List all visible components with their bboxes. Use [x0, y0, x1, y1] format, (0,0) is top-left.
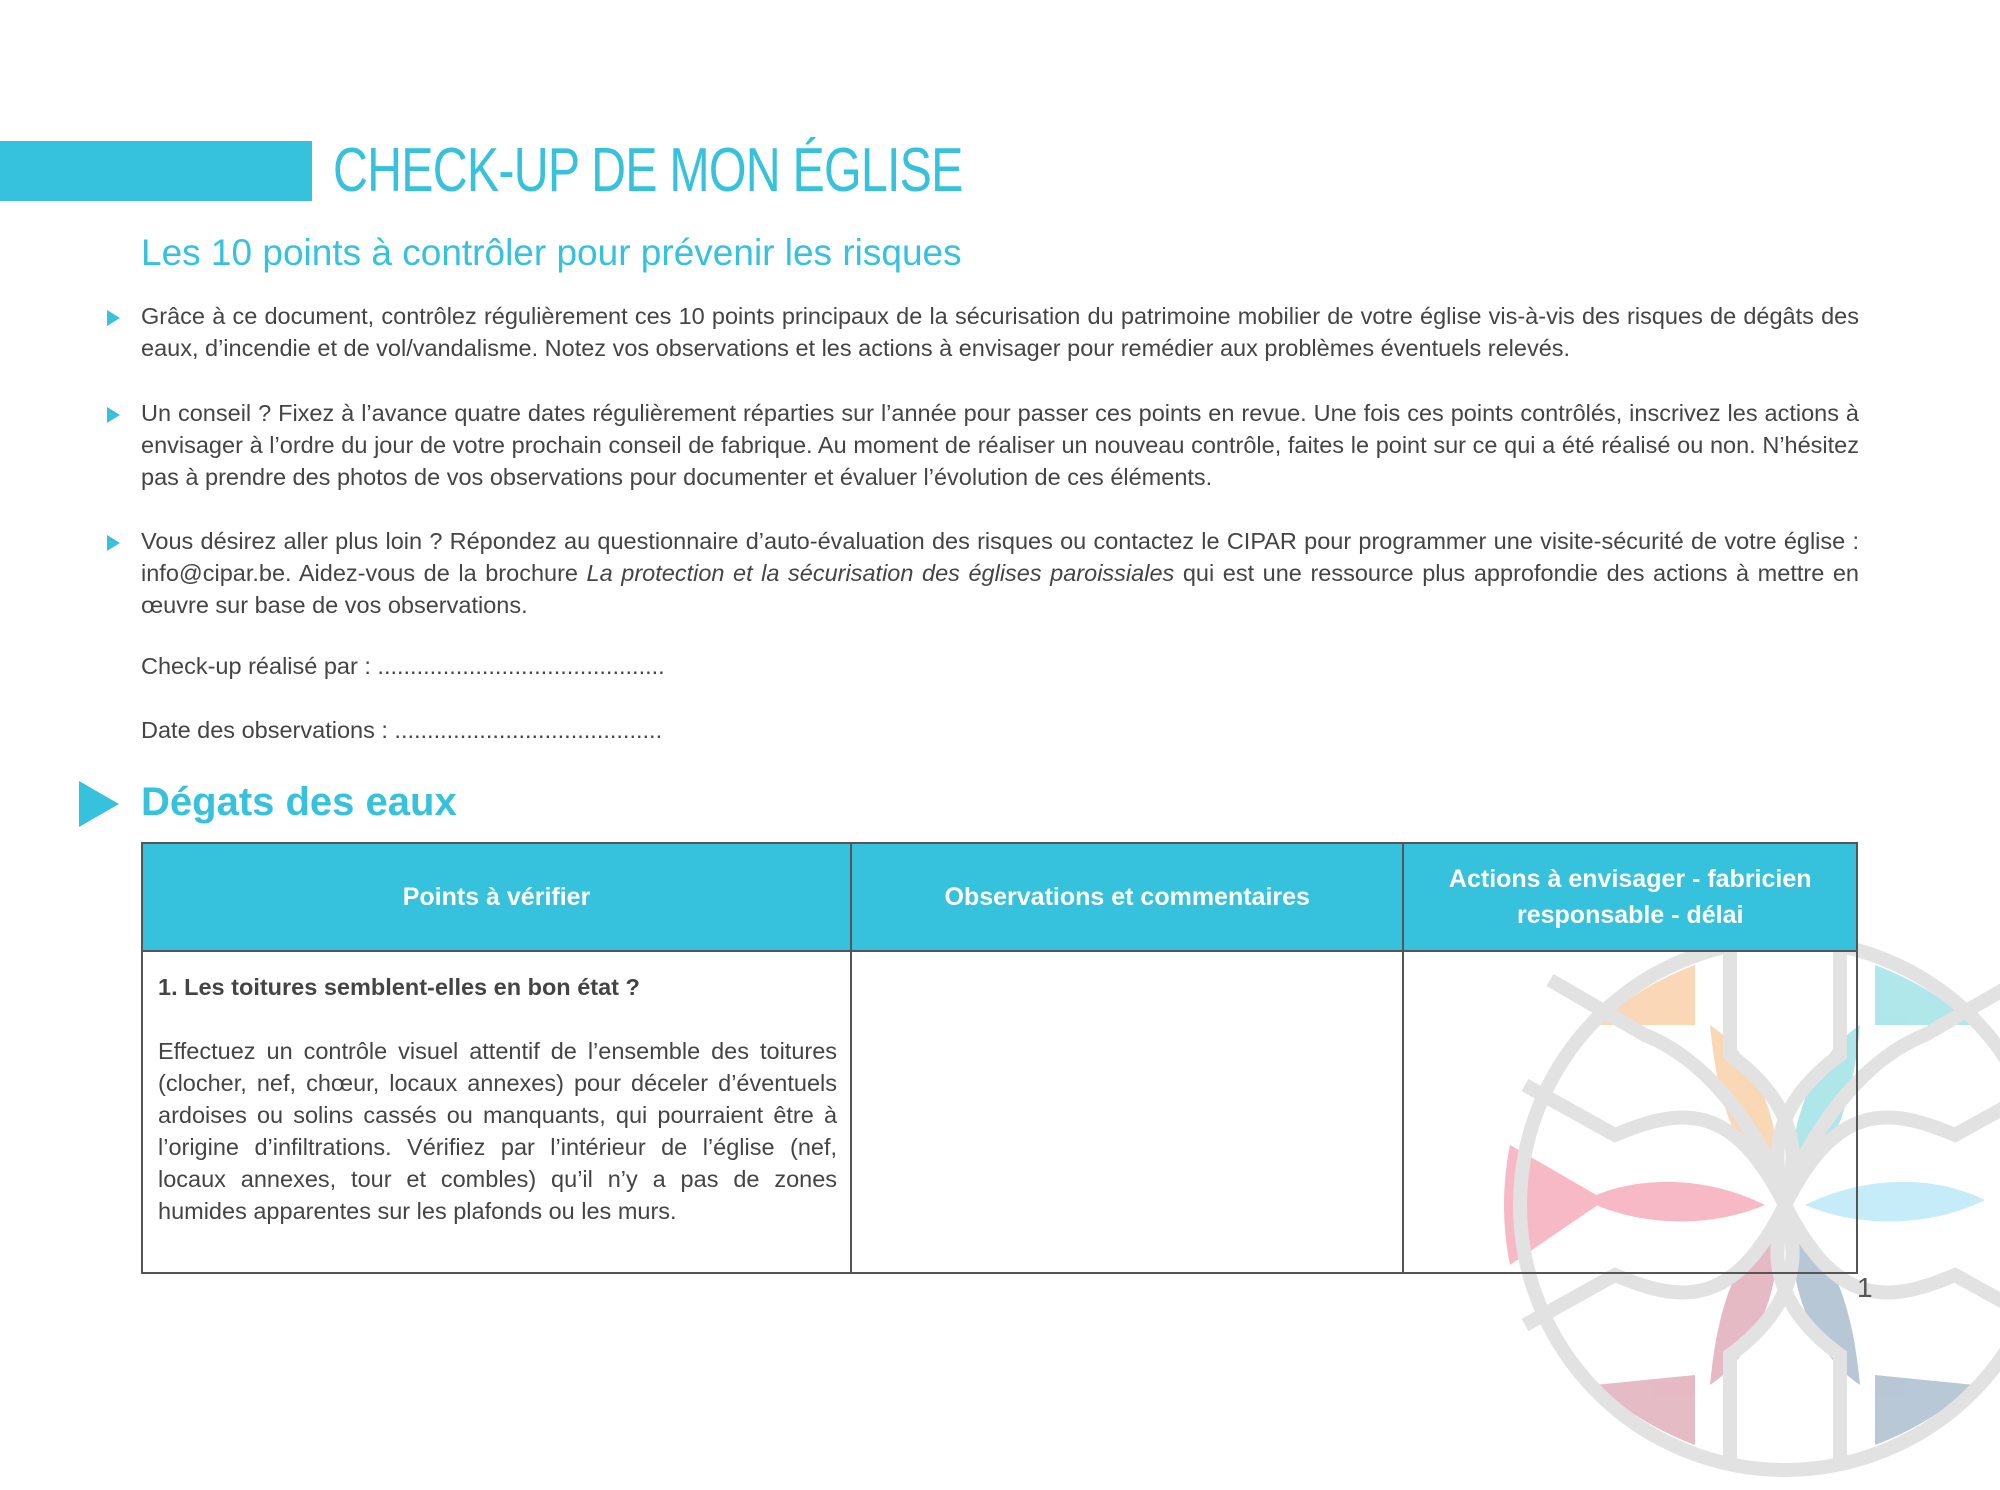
- checklist-table: [141, 842, 1858, 1274]
- observations-cell[interactable]: [851, 951, 1403, 1273]
- intro-paragraph-3-text-end: qui est une ressource plus approfondie des actions à mettre en œuvre sur base de vos observations.: [141, 560, 1859, 618]
- checkup-by-field[interactable]: Check-up réalisé par : ............................................: [141, 653, 665, 679]
- intro-paragraph-3-text: Vous désirez aller plus loin ? Répondez au questionnaire d’auto-évaluation des risques ou contactez le CIPAR pour programmer une visite-sécurité de votre église : info@cipar.be. Aidez-vous de la brochure: [141, 528, 1859, 586]
- brochure-title: La protection et la sécurisation des églises paroissiales: [586, 560, 1175, 586]
- intro-paragraph-2-text: Un conseil ? Fixez à l’avance quatre dates régulièrement réparties sur l’année pour passer ces points en revue. Une fois ces points contrôlés, inscrivez les actions à envisager à l’ordre du jour de votre prochain conseil de fabrique. Au moment de réaliser un nouveau contrôle, faites le point sur ce qui a été réalisé ou non. N’hésitez pas à prendre des photos de vos observations pour documenter et évaluer l’évolution de ces éléments.: [141, 400, 1859, 490]
- actions-cell[interactable]: [1403, 951, 1857, 1273]
- table-row: [142, 951, 1857, 1273]
- bullet-arrow-icon: [107, 407, 120, 423]
- point-cell: [142, 951, 851, 1273]
- page-number: 1: [1857, 1272, 1873, 1303]
- header-observations: Observations et commentaires: [851, 843, 1403, 951]
- intro-paragraph-1: [141, 300, 1859, 364]
- section-arrow-icon: [79, 781, 119, 827]
- bullet-arrow-icon: [107, 310, 120, 326]
- header-actions: Actions à envisager - fabricien responsable - délai: [1403, 843, 1857, 951]
- page-subtitle: Les 10 points à contrôler pour prévenir les risques: [141, 232, 962, 273]
- bullet-arrow-icon: [107, 535, 120, 551]
- question-title: 1. Les toitures semblent-elles en bon état ?: [158, 974, 640, 1000]
- table-header-row: [142, 843, 1857, 951]
- intro-paragraph-2: [141, 397, 1859, 493]
- intro-paragraph-1-text: Grâce à ce document, contrôlez régulièrement ces 10 points principaux de la sécurisation du patrimoine mobilier de votre église vis-à-vis des risques de dégâts des eaux, d’incendie et de vol/vandalisme. Notez vos observations et les actions à envisager pour remédier aux problèmes éventuels relevés.: [141, 303, 1859, 361]
- header-points: Points à vérifier: [142, 843, 851, 951]
- page-title: CHECK-UP DE MON ÉGLISE: [333, 136, 963, 205]
- observation-date-field[interactable]: Date des observations : .........................................: [141, 717, 663, 743]
- section-title: Dégats des eaux: [141, 780, 457, 824]
- question-description: Effectuez un contrôle visuel attentif de l’ensemble des toitures (clocher, nef, chœur, locaux annexes) pour déceler d’éventuels ardoises ou solins cassés ou manquants, qui pourraient être à l’origine d’infiltrations. Vérifiez par l’intérieur de l’église (nef, locaux annexes, tour et combles) qu’il n’y a pas de zones humides apparentes sur les plafonds ou les murs.: [158, 1038, 838, 1224]
- title-accent-bar: [0, 141, 312, 201]
- intro-paragraph-3: [141, 525, 1859, 621]
